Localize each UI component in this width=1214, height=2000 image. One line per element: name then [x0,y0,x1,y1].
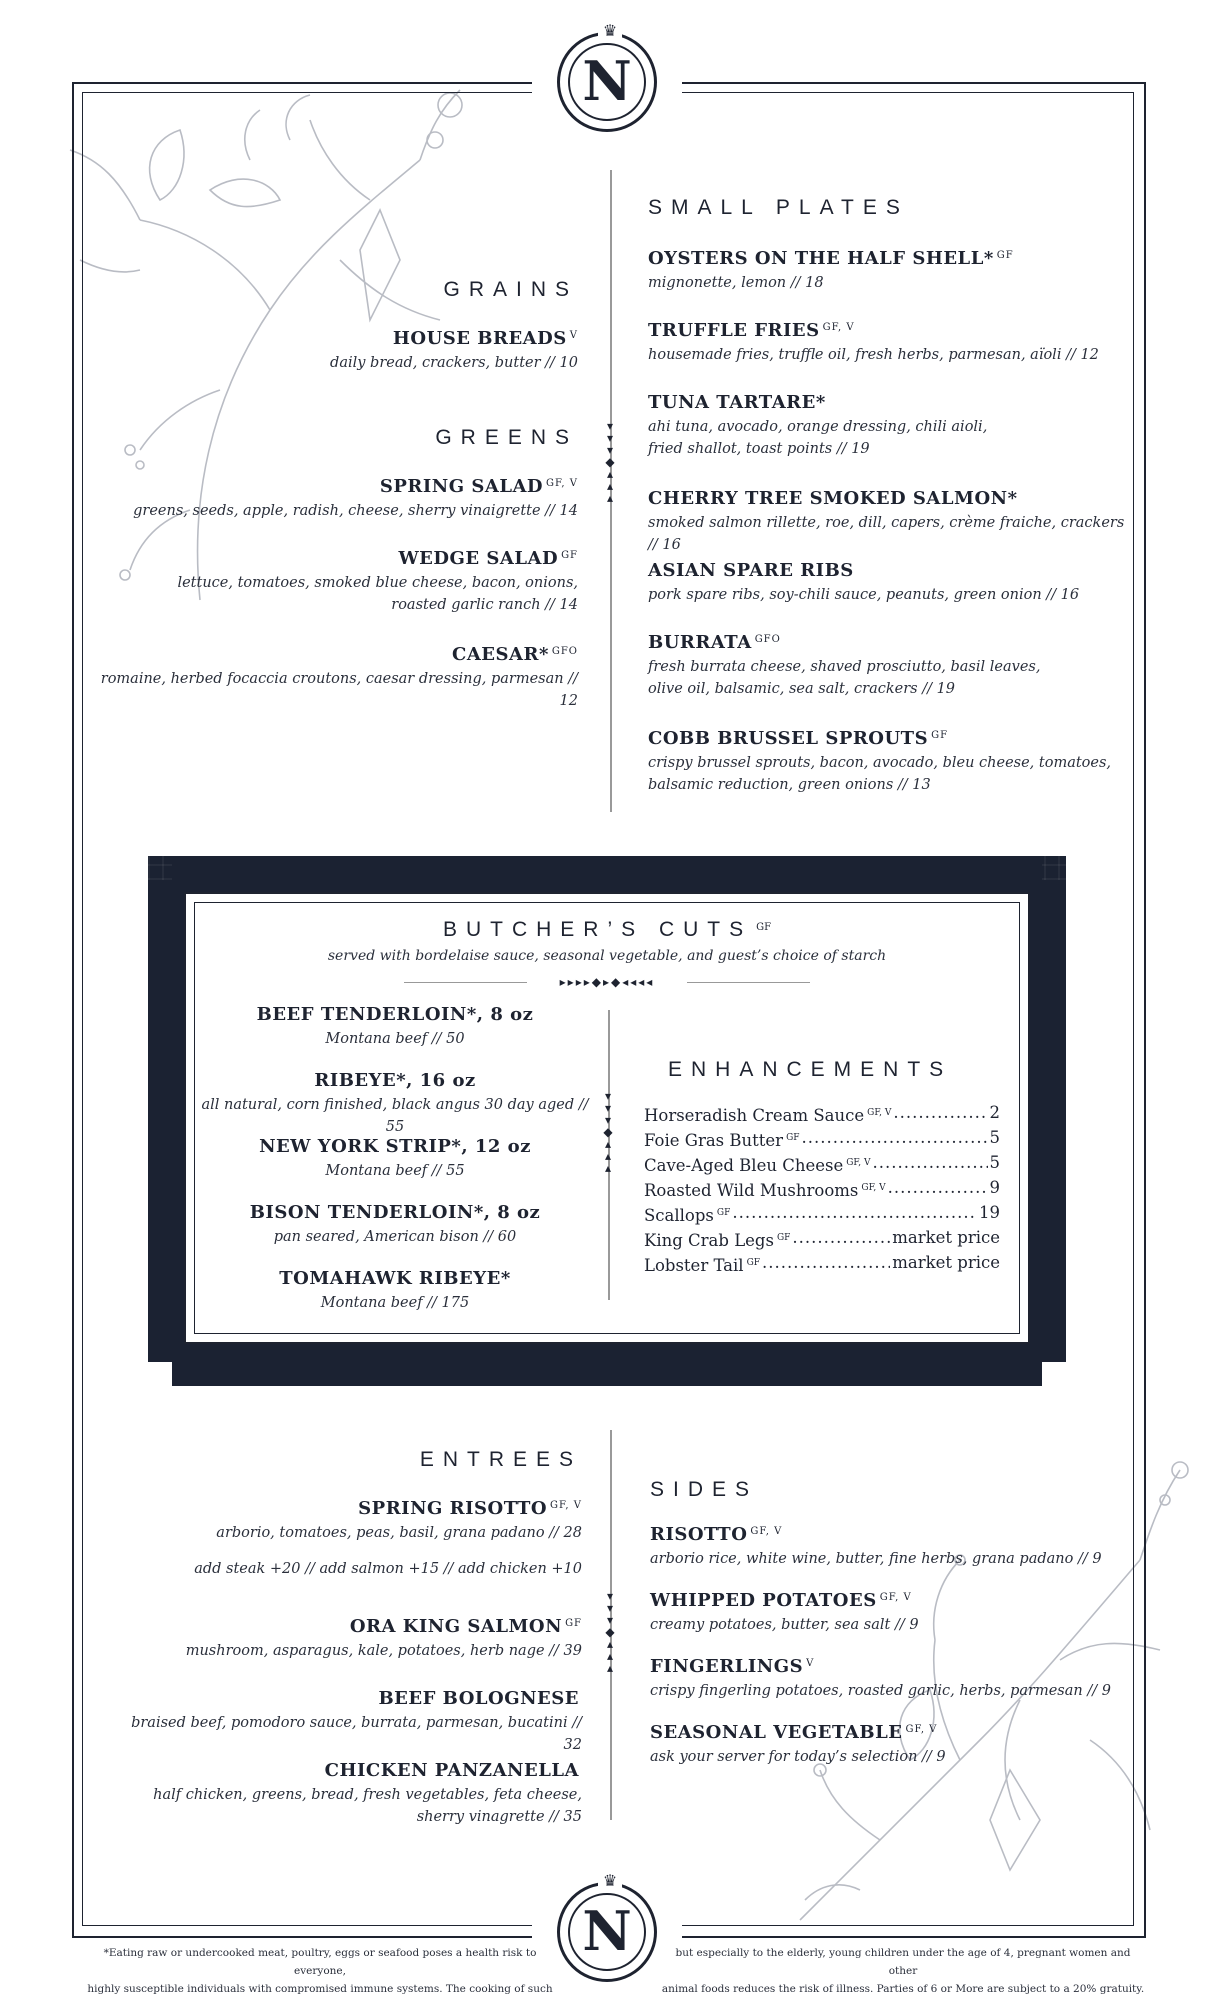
section-title-entrees: ENTREES [419,1448,582,1471]
butchers-cuts-heading [194,918,1020,942]
enhancement-row: King Crab Legs $^{GF}$ ..... market price [644,1227,1000,1252]
section-title-sides: SIDES [650,1478,759,1501]
section-title-small-plates: SMALL PLATES [648,196,909,219]
menu-item-seasonal-vegetable: SEASONAL VEGETABLE $^{GF, V}$ ask your server for today’s selection // 9 [650,1722,946,1765]
menu-item-smoked-salmon: CHERRY TREE SMOKED SALMON* smoked salmon rillette, roe, dill, capers, crème fraiche, crackers // 16 [648,488,1125,553]
menu-item-beef-tenderloin: BEEF TENDERLOIN*, 8 oz Montana beef // 50 [256,1004,534,1047]
divider-ornament-icon: ▾ ▾ ▾ ◆ ▴ ▴ ▴ [605,1589,617,1675]
butchers-cuts-tags: GF [756,921,772,933]
menu-item-cobb-brussel-sprouts: COBB BRUSSEL SPROUTS $^{GF}$ crispy brussel sprouts, bacon, avocado, bleu cheese, tomatoes, balsamic reduction, green onions // 13 [648,728,1112,793]
enhancement-row: Cave-Aged Bleu Cheese $^{GF, V}$ ..... 5 [644,1152,1000,1177]
menu-item-fingerlings: FINGERLINGS $^V$ crispy fingerling potatoes, roasted garlic, herbs, parmesan // 9 [650,1656,1111,1699]
footnote-left: *Eating raw or undercooked meat, poultry, eggs or seafood poses a health risk to everyone, highly susceptible individuals with compromised immune systems. The cooking of such [87,1947,553,1995]
section-title-enhancements: ENHANCEMENTS [668,1058,953,1081]
divider-ornament-icon: ▸▸▸▸◆▸◆◂◂◂◂ [527,975,687,989]
menu-item-new-york-strip: NEW YORK STRIP*, 12 oz Montana beef // 55 [259,1136,531,1179]
menu-item-ora-king-salmon: ORA KING SALMON $^{GF}$ mushroom, asparagus, kale, potatoes, herb nage // 39 [185,1616,582,1659]
logo-top [557,21,657,132]
crown-icon: ♛ [598,23,622,39]
logo-bottom [557,1871,657,1982]
menu-item-spring-salad: SPRING SALAD $^{GF, V}$ greens, seeds, apple, radish, cheese, sherry vinaigrette // 14 [133,476,578,519]
menu-item-spring-risotto: SPRING RISOTTO $^{GF, V}$ arborio, tomatoes, peas, basil, grana padano // 28 add steak +20 // add salmon +15 // add chicken +10 [194,1498,582,1577]
menu-item-truffle-fries: TRUFFLE FRIES $^{GF, V}$ housemade fries, truffle oil, fresh herbs, parmesan, aïoli // 12 [648,320,1099,363]
section-title-grains: GRAINS [443,278,578,301]
enhancements-list [644,1102,1000,1277]
menu-item-tuna-tartare: TUNA TARTARE* ahi tuna, avocado, orange dressing, chili aioli, fried shallot, toast points // 19 [648,392,988,457]
enhancement-row: Roasted Wild Mushrooms $^{GF, V}$ ..... 9 [644,1177,1000,1202]
enhancement-row: Scallops $^{GF}$ ..... 19 [644,1202,1000,1227]
section-title-butchers-cuts: BUTCHER’S CUTS [442,918,753,941]
crown-icon: ♛ [598,1873,622,1889]
menu-item-oysters: OYSTERS ON THE HALF SHELL* $^{GF}$ mignonette, lemon // 18 [648,248,1014,291]
menu-item-house-breads: HOUSE BREADS $^V$ daily bread, crackers, butter // 10 [330,328,578,371]
menu-item-beef-bolognese: BEEF BOLOGNESE braised beef, pomodoro sauce, burrata, parmesan, bucatini // 32 [131,1688,582,1753]
divider-ornament-icon: ▾ ▾ ▾ ◆ ▴ ▴ ▴ [605,419,617,505]
butchers-cuts-subtitle: served with bordelaise sauce, seasonal vegetable, and guest’s choice of starch [327,948,887,964]
menu-item-side-risotto: RISOTTO $^{GF, V}$ arborio rice, white wine, butter, fine herbs, grana padano // 9 [650,1524,1102,1567]
enhancement-row: Lobster Tail $^{GF}$ ..... market price [644,1252,1000,1277]
menu-item-burrata: BURRATA $^{GFO}$ fresh burrata cheese, shaved prosciutto, basil leaves, olive oil, balsamic, sea salt, crackers // 19 [648,632,1041,697]
menu-item-chicken-panzanella: CHICKEN PANZANELLA half chicken, greens, bread, fresh vegetables, feta cheese, sherry vinagrette // 35 [153,1760,582,1825]
divider-ornament-icon: ▾ ▾ ▾ ◆ ▴ ▴ ▴ [603,1089,615,1175]
menu-item-asian-spare-ribs: ASIAN SPARE RIBS pork spare ribs, soy-chili sauce, peanuts, green onion // 16 [648,560,1080,603]
menu-item-caesar: CAESAR* $^{GFO}$ romaine, herbed focaccia croutons, caesar dressing, parmesan // 12 [100,644,578,709]
logo-letter: N [582,49,632,113]
menu-item-whipped-potatoes: WHIPPED POTATOES $^{GF, V}$ creamy potatoes, butter, sea salt // 9 [650,1590,919,1633]
menu-item-tomahawk-ribeye: TOMAHAWK RIBEYE* Montana beef // 175 [279,1268,511,1311]
section-title-greens: GREENS [435,426,578,449]
logo-letter: N [582,1899,632,1963]
enhancement-row: Horseradish Cream Sauce $^{GF, V}$ ..... 2 [644,1102,1000,1127]
menu-item-wedge-salad: WEDGE SALAD $^{GF}$ lettuce, tomatoes, smoked blue cheese, bacon, onions, roasted garlic ranch // 14 [177,548,578,613]
menu-item-ribeye: RIBEYE*, 16 oz all natural, corn finished, black angus 30 day aged // 55 [201,1070,589,1135]
enhancement-row: Foie Gras Butter $^{GF}$ ..... 5 [644,1127,1000,1152]
menu-item-bison-tenderloin: BISON TENDERLOIN*, 8 oz pan seared, American bison // 60 [249,1202,541,1245]
footnote-right: but especially to the elderly, young children under the age of 4, pregnant women and other animal foods reduces the risk of illness. Parties of 6 or More are subject to a 20% gratuity. [661,1947,1145,1995]
